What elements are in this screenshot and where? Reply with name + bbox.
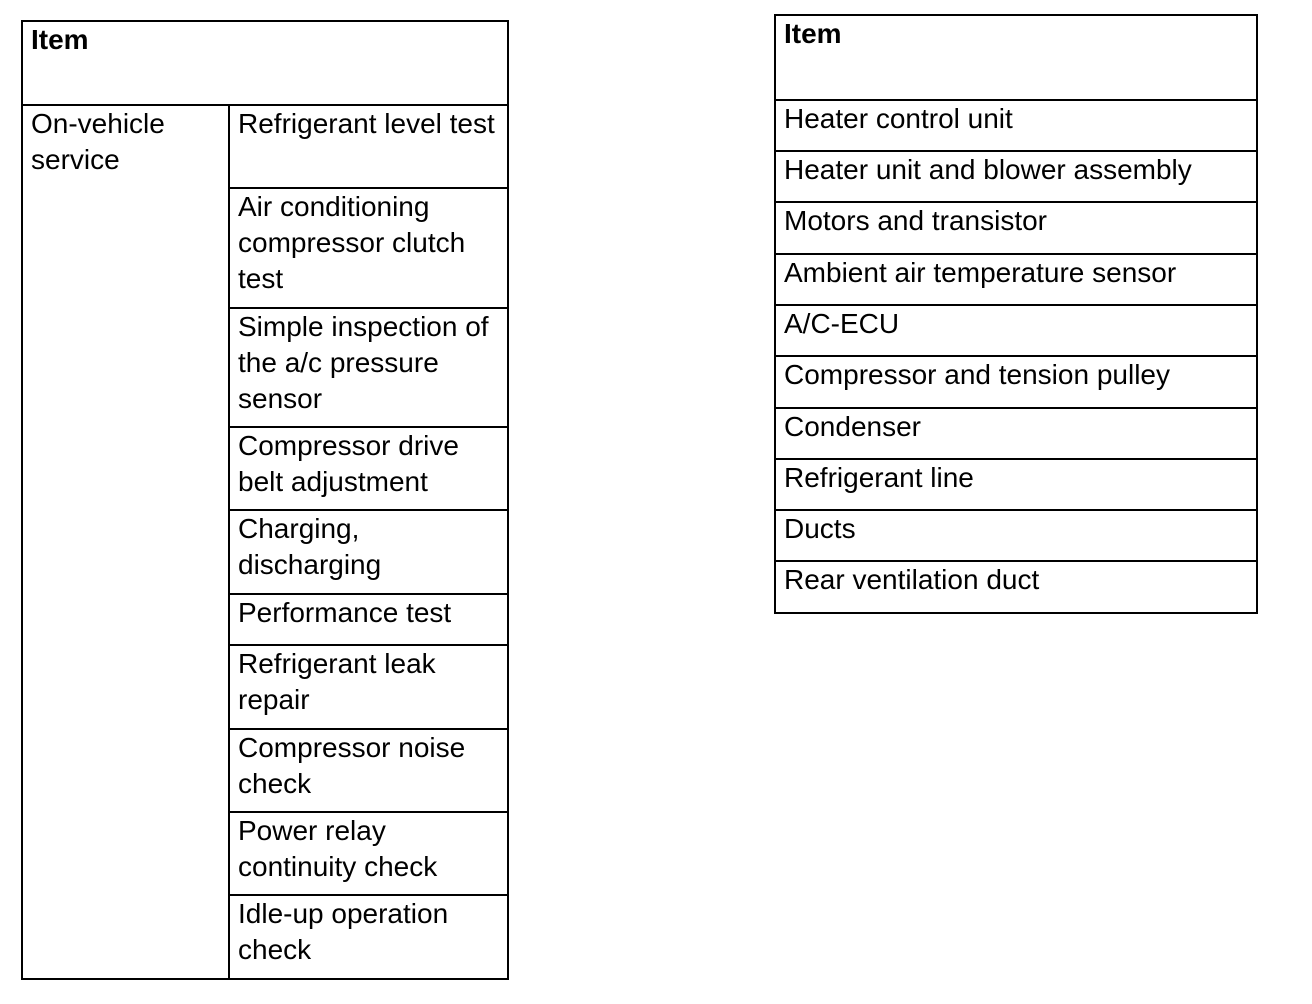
right-items-table [774,14,1258,614]
table-row: Performance test [229,594,508,645]
right-table-header: Item [775,15,1257,100]
table-row: Refrigerant level test [229,105,508,188]
group-label-cell: On-vehicle service [22,105,229,979]
left-items-table [21,20,509,980]
table-row: Refrigerant line [775,459,1257,510]
table-row: Compressor noise check [229,729,508,812]
table-row: Compressor drive belt adjustment [229,427,508,510]
table-row: Idle-up operation check [229,895,508,979]
table-row: Heater unit and blower assembly [775,151,1257,202]
table-row: Compressor and tension pulley [775,356,1257,408]
table-row: Motors and transistor [775,202,1257,254]
table-row: Ambient air temperature sensor [775,254,1257,305]
left-table-header: Item [22,21,508,105]
table-row: Power relay continuity check [229,812,508,895]
table-row: Ducts [775,510,1257,561]
table-row: Air conditioning compressor clutch test [229,188,508,308]
table-row: A/C-ECU [775,305,1257,356]
table-row: Rear ventilation duct [775,561,1257,613]
table-row: Heater control unit [775,100,1257,151]
table-row: Charging, discharging [229,510,508,594]
table-row: Simple inspection of the a/c pressure sensor [229,308,508,427]
table-row: Refrigerant leak repair [229,645,508,729]
table-row: Condenser [775,408,1257,459]
